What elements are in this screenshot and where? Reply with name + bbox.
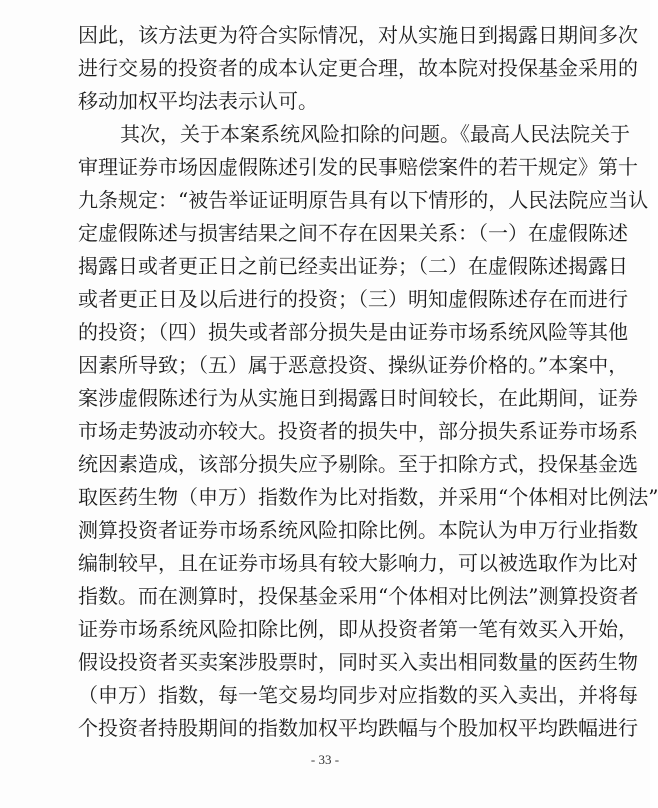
text-line: 审理证券市场因虚假陈述引发的民事赔偿案件的若干规定》第十 xyxy=(78,155,638,179)
text-line: 或者更正日及以后进行的投资；（三）明知虚假陈述存在而进行 xyxy=(78,287,628,311)
text-line: 因素所导致；（五）属于恶意投资、操纵证券价格的。”本案中， xyxy=(78,353,629,377)
text-line: 指数。而在测算时，投保基金采用“个体相对比例法”测算投资者 xyxy=(78,584,639,608)
text-line: 揭露日或者更正日之前已经卖出证券；（二）在虚假陈述揭露日 xyxy=(78,254,628,278)
text-line: 测算投资者证券市场系统风险扣除比例。本院认为申万行业指数 xyxy=(78,518,638,542)
text-line: 因此，该方法更为符合实际情况，对从实施日到揭露日期间多次 xyxy=(78,23,638,47)
page-number: - 33 - xyxy=(310,752,340,767)
text-line: 进行交易的投资者的成本认定更合理，故本院对投保基金采用的 xyxy=(78,56,638,80)
text-line: 取医药生物（申万）指数作为比对指数，并采用“个体相对比例法” xyxy=(78,485,658,509)
text-line: 假设投资者买卖案涉股票时，同时买入卖出相同数量的医药生物 xyxy=(78,650,638,674)
paragraph-first-line: 其次，关于本案系统风险扣除的问题。《最高人民法院关于 xyxy=(120,122,630,146)
text-line: 证券市场系统风险扣除比例，即从投资者第一笔有效买入开始， xyxy=(78,617,638,641)
text-line: （申万）指数，每一笔交易均同步对应指数的买入卖出，并将每 xyxy=(78,683,638,707)
text-line: 九条规定：“被告举证证明原告具有以下情形的，人民法院应当认 xyxy=(78,188,649,212)
text-line: 编制较早，且在证券市场具有较大影响力，可以被选取作为比对 xyxy=(78,551,638,575)
text-line: 定虚假陈述与损害结果之间不存在因果关系：（一）在虚假陈述 xyxy=(78,221,628,245)
text-line: 的投资；（四）损失或者部分损失是由证券市场系统风险等其他 xyxy=(78,320,628,344)
text-line: 个投资者持股期间的指数加权平均跌幅与个股加权平均跌幅进行 xyxy=(78,716,638,740)
text-line: 统因素造成，该部分损失应予剔除。至于扣除方式，投保基金选 xyxy=(78,452,638,476)
text-line: 市场走势波动亦较大。投资者的损失中，部分损失系证券市场系 xyxy=(78,419,638,443)
text-line: 案涉虚假陈述行为从实施日到揭露日时间较长，在此期间，证券 xyxy=(78,386,638,410)
text-line: 移动加权平均法表示认可。 xyxy=(78,89,318,113)
